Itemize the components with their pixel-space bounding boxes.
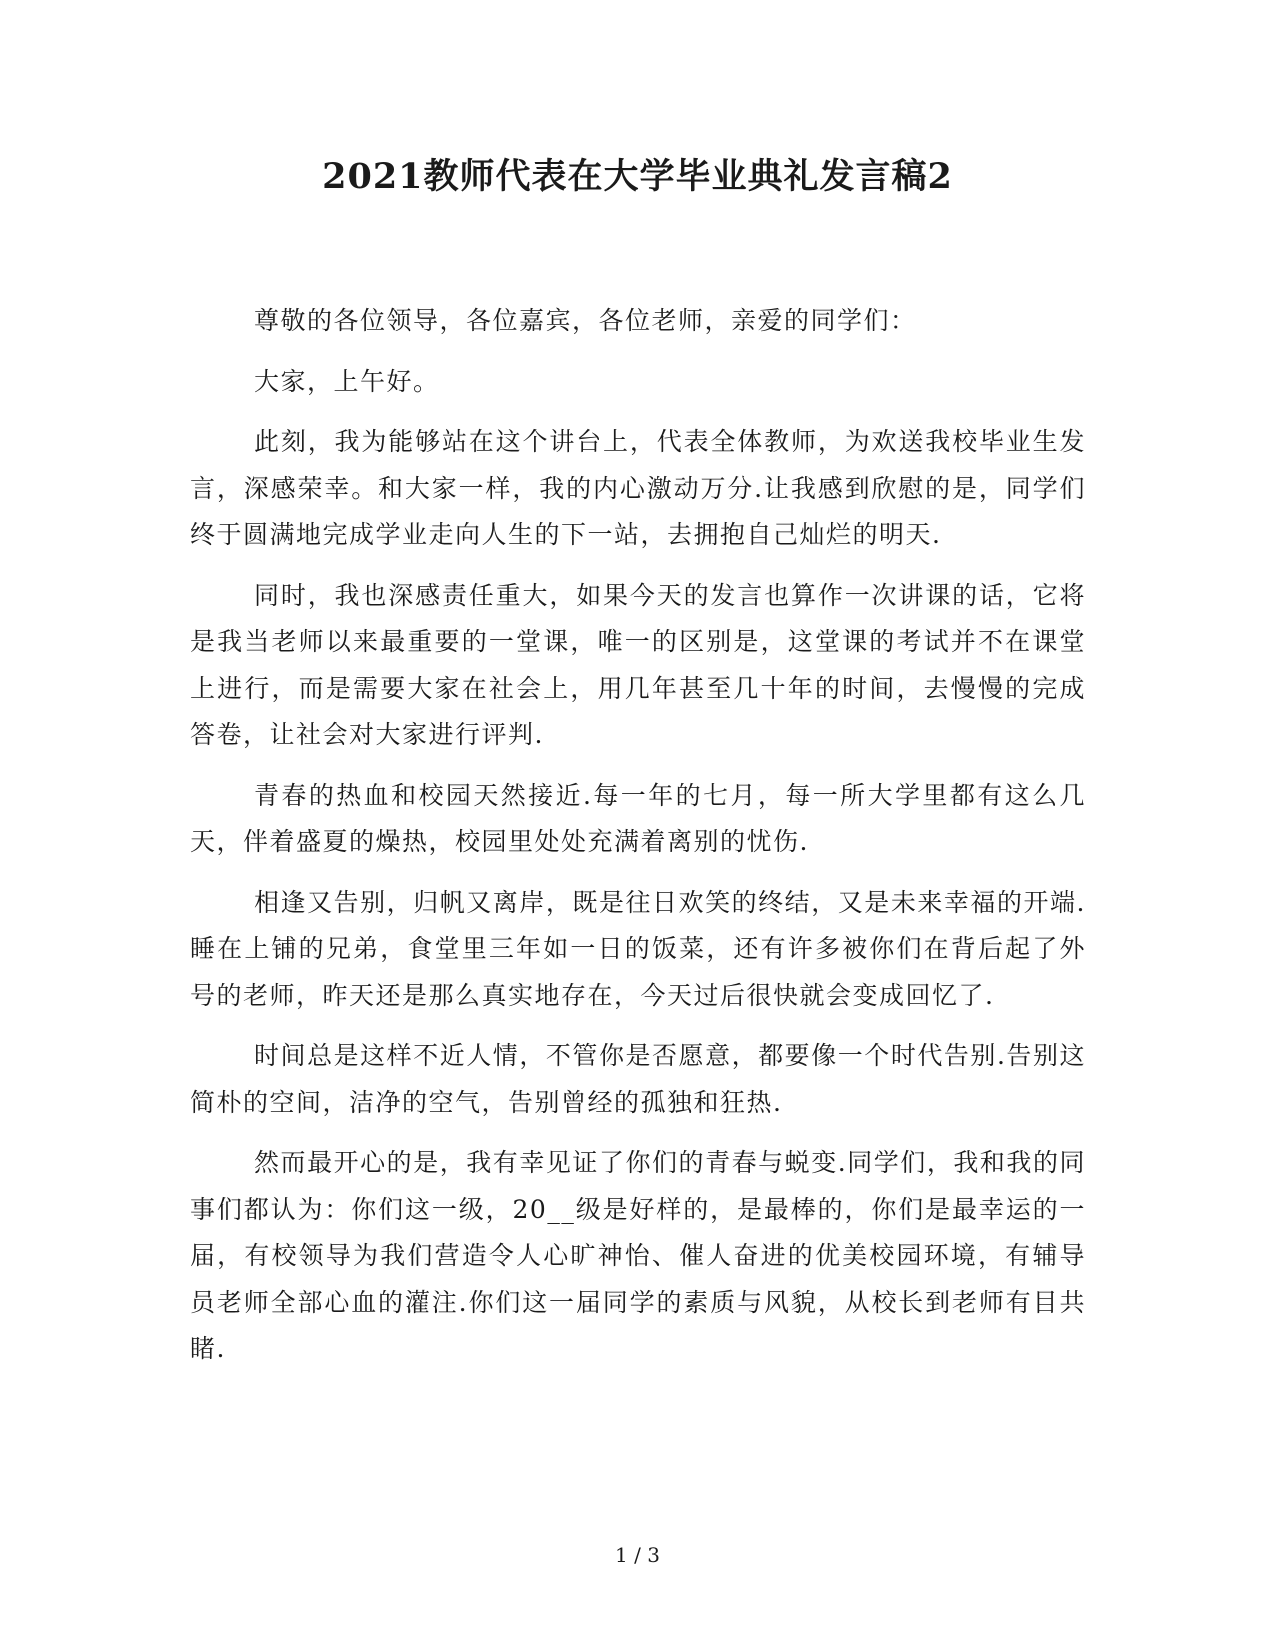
page-number: 1 / 3: [615, 1543, 660, 1567]
paragraph-time: 时间总是这样不近人情，不管你是否愿意，都要像一个时代告别.告别这简朴的空间，洁净的空气，告别曾经的孤独和狂热.: [190, 1041, 1086, 1117]
paragraph-youth: 青春的热血和校园天然接近.每一年的七月，每一所大学里都有这么几天，伴着盛夏的燥热，校园里处处充满着离别的忧伤.: [190, 780, 1086, 856]
paragraph-responsibility: 同时，我也深感责任重大，如果今天的发言也算作一次讲课的话，它将是我当老师以来最重要的一堂课，唯一的区别是，这堂课的考试并不在课堂上进行，而是需要大家在社会上，用几年甚至几十年的时间，去慢慢的完成答卷，让社会对大家进行评判.: [190, 580, 1086, 749]
paragraph-witness: 然而最开心的是，我有幸见证了你们的青春与蜕变.同学们，我和我的同事们都认为：你们这一级，20__级是好样的，是最棒的，你们是最幸运的一届，有校领导为我们营造令人心旷神怡、催人奋进的优美校园环境，有辅导员老师全部心血的灌注.你们这一届同学的素质与风貌，从校长到老师有目共睹.: [190, 1148, 1086, 1363]
paragraph-greeting: 大家，上午好。: [254, 366, 440, 396]
paragraph-honor: 此刻，我为能够站在这个讲台上，代表全体教师，为欢送我校毕业生发言，深感荣幸。和大家一样，我的内心激动万分.让我感到欣慰的是，同学们终于圆满地完成学业走向人生的下一站，去拥抱自己灿烂的明天.: [190, 427, 1086, 549]
paragraph-farewell: 相逢又告别，归帆又离岸，既是往日欢笑的终结，又是未来幸福的开端.睡在上铺的兄弟，食堂里三年如一日的饭菜，还有许多被你们在背后起了外号的老师，昨天还是那么真实地存在，今天过后很快就会变成回忆了.: [190, 887, 1086, 1010]
document-body: [190, 298, 1086, 1387]
page-title: 2021教师代表在大学毕业典礼发言稿2: [322, 156, 953, 197]
paragraph-salutation: 尊敬的各位领导，各位嘉宾，各位老师，亲爱的同学们：: [254, 306, 917, 335]
